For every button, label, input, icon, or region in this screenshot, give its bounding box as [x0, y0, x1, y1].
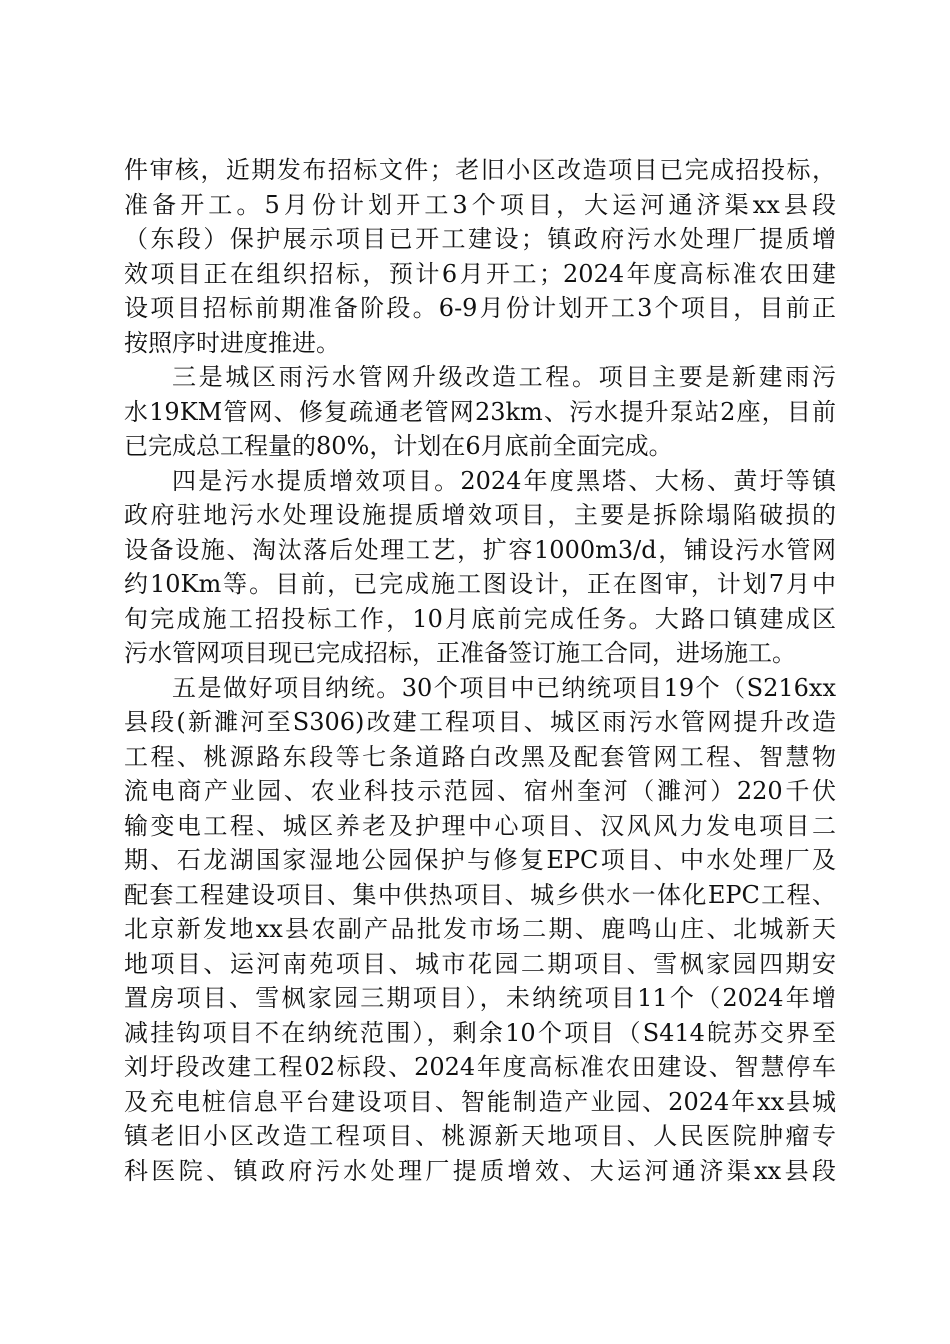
text-line: 输变电工程、城区养老及护理中心项目、汉风风力发电项目二	[124, 811, 836, 840]
text-line: 及充电桩信息平台建设项目、智能制造产业园、2024年xx县城	[124, 1087, 836, 1116]
text-line: 约10Km等。目前，已完成施工图设计，正在图审，计划7月中	[124, 570, 836, 598]
text-line: 地项目、运河南苑项目、城市花园二期项目、雪枫家园四期安	[124, 949, 836, 978]
text-line: 置房项目、雪枫家园三期项目），未纳统项目11个（2024年增	[124, 984, 836, 1012]
paragraph-start-line: 三是城区雨污水管网升级改造工程。项目主要是新建雨污	[172, 363, 836, 391]
text-line: 污水管网项目现已完成招标，正准备签订施工合同，进场施工。	[124, 639, 796, 667]
text-line: 县段(新濉河至S306)改建工程项目、城区雨污水管网提升改造	[124, 708, 836, 736]
paragraph-start-line: 四是污水提质增效项目。2024年度黑塔、大杨、黄圩等镇	[172, 466, 836, 495]
text-line: 减挂钩项目不在纳统范围），剩余10个项目（S414皖苏交界至	[124, 1018, 836, 1047]
text-line: 流电商产业园、农业科技示范园、宿州奎河（濉河）220千伏	[124, 777, 836, 805]
text-line: 按照序时进度推进。	[124, 328, 340, 357]
text-line: 镇老旧小区改造工程项目、桃源新天地项目、人民医院肿瘤专	[124, 1122, 836, 1150]
text-line: （东段）保护展示项目已开工建设；镇政府污水处理厂提质增	[124, 225, 836, 253]
text-line: 准备开工。5月份计划开工3个项目，大运河通济渠xx县段	[124, 190, 836, 219]
text-line: 设项目招标前期准备阶段。6-9月份计划开工3个项目，目前正	[124, 294, 836, 322]
paragraph-start-line: 五是做好项目纳统。30个项目中已纳统项目19个（S216xx	[172, 673, 836, 702]
text-line: 旬完成施工招投标工作，10月底前完成任务。大路口镇建成区	[124, 604, 836, 633]
body-text	[124, 153, 836, 1188]
text-line: 配套工程建设项目、集中供热项目、城乡供水一体化EPC工程、	[124, 880, 836, 909]
text-line: 已完成总工程量的80%，计划在6月底前全面完成。	[124, 432, 673, 460]
text-line: 效项目正在组织招标，预计6月开工；2024年度高标准农田建	[124, 259, 836, 288]
text-line: 设备设施、淘汰落后处理工艺，扩容1000m3/d，铺设污水管网	[124, 535, 836, 564]
text-line: 件审核，近期发布招标文件；老旧小区改造项目已完成招投标，	[124, 156, 836, 184]
text-line: 北京新发地xx县农副产品批发市场二期、鹿鸣山庄、北城新天	[124, 915, 836, 943]
text-line: 水19KM管网、修复疏通老管网23km、污水提升泵站2座，目前	[124, 397, 836, 426]
text-line: 政府驻地污水处理设施提质增效项目，主要是拆除塌陷破损的	[124, 501, 836, 529]
text-line: 期、石龙湖国家湿地公园保护与修复EPC项目、中水处理厂及	[124, 846, 836, 874]
text-line: 科医院、镇政府污水处理厂提质增效、大运河通济渠xx县段	[124, 1156, 836, 1185]
text-line: 工程、桃源路东段等七条道路白改黑及配套管网工程、智慧物	[124, 742, 836, 771]
text-line: 刘圩段改建工程02标段、2024年度高标准农田建设、智慧停车	[124, 1053, 836, 1081]
